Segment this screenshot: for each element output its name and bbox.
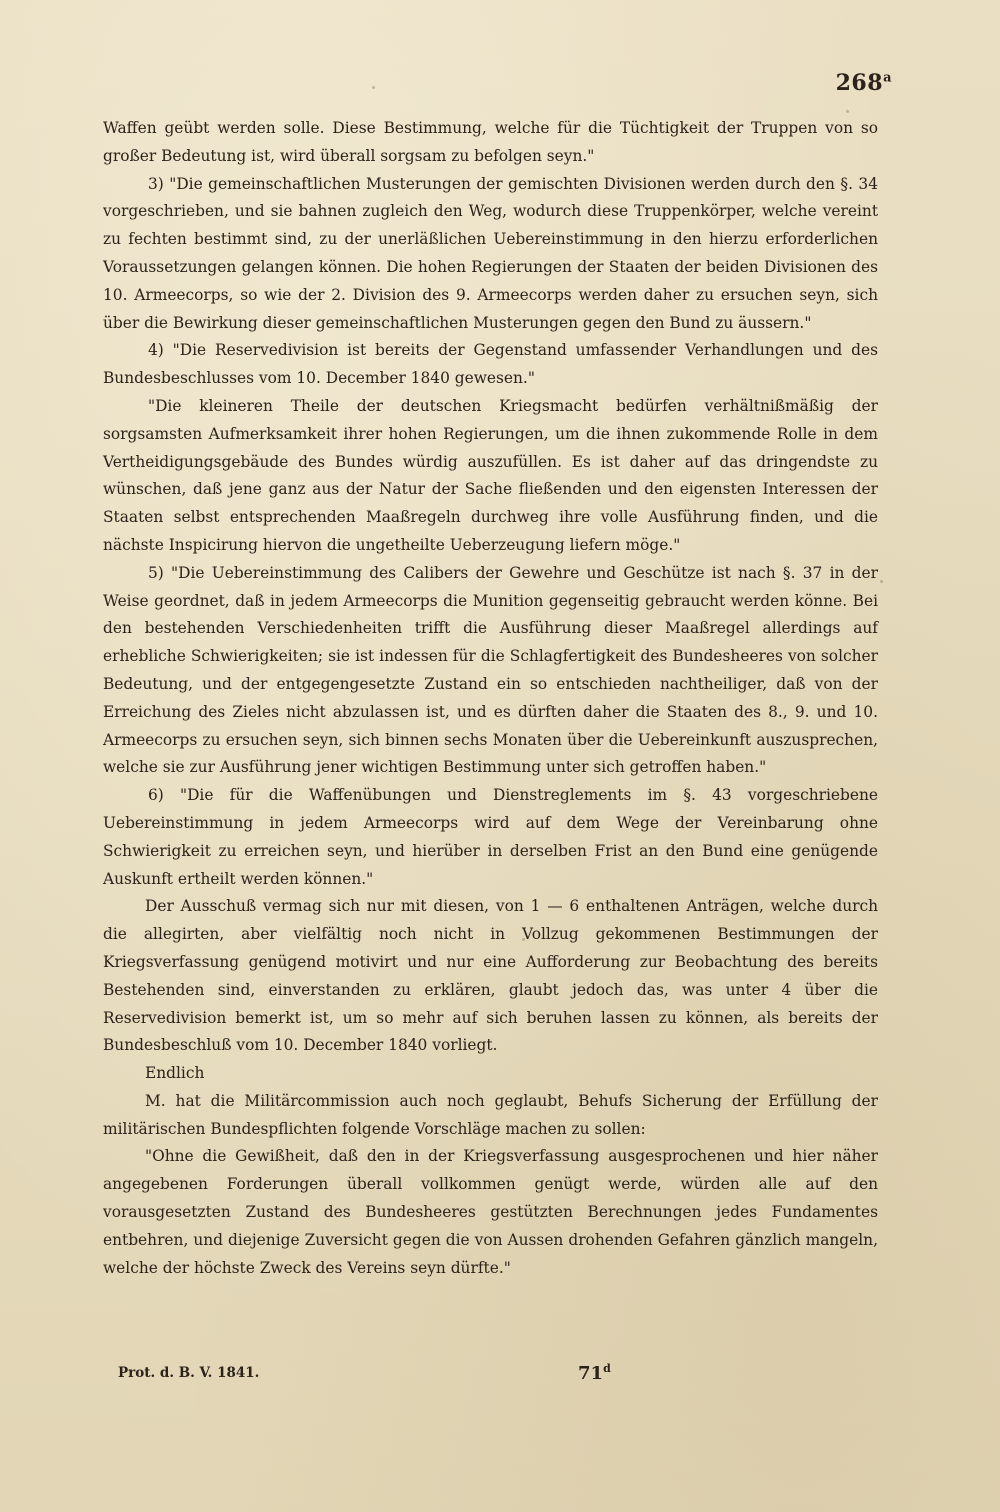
paragraph-item-4-continued: "Die kleineren Theile der deutschen Kriegsmacht bedürfen verhältnißmäßig der sorgsamsten Aufmerksamkeit ihrer hohen Regierungen, um die ihnen zukommende Rolle in dem Vertheidigungsgebäude des Bundes würdig auszufüllen. Es ist daher auf das dringendste zu wünschen, daß jene ganz aus der Natur der Sache fließenden und den eigensten Interessen der Staaten selbst entsprechenden Maaßregeln durchweg ihre volle Ausführung finden, und die nächste Inspicirung hiervon die ungetheilte Ueberzeugung liefern möge." bbox=[103, 396, 878, 554]
footer-protocol-reference: Prot. d. B. V. 1841. bbox=[118, 1365, 260, 1381]
paper-speck bbox=[880, 580, 883, 583]
paper-speck bbox=[372, 86, 375, 89]
page-number bbox=[836, 70, 892, 96]
page-footer bbox=[118, 1362, 858, 1386]
page-number-suffix: a bbox=[883, 70, 892, 86]
paragraph-military-commission: M. hat die Militärcommission auch noch geglaubt, Behufs Sicherung der Erfüllung der militärischen Bundespflichten folgende Vorschläge machen zu sollen: bbox=[103, 1091, 878, 1138]
footer-signature-number: 71 bbox=[578, 1363, 604, 1384]
paper-speck bbox=[846, 110, 849, 113]
footer-signature-suffix: d bbox=[603, 1362, 611, 1375]
paragraph-item-5: 5) "Die Uebereinstimmung des Calibers der Gewehre und Geschütze ist nach §. 37 in der Weise geordnet, daß in jedem Armeecorps die Munition gegenseitig gebraucht werden könne. Bei den bestehenden Verschiedenheiten trifft die Ausführung dieser Maaßregel allerdings auf erhebliche Schwierigkeiten; sie ist indessen für die Schlagfertigkeit des Bundesheeres von solcher Bedeutung, und der entgegengesetzte Zustand ein so entschieden nachtheiliger, daß von der Erreichung des Zieles nicht abzulassen ist, und es dürften daher die Staaten des 8., 9. und 10. Armeecorps zu ersuchen seyn, sich binnen sechs Monaten über die Uebereinkunft auszusprechen, welche sie zur Ausführung jener wichtigen Bestimmung unter sich getroffen haben." bbox=[103, 563, 878, 777]
paragraph-continuation: Waffen geübt werden solle. Diese Bestimmung, welche für die Tüchtigkeit der Truppen von so großer Bedeutung ist, wird überall sorgsam zu befolgen seyn." bbox=[103, 119, 878, 165]
paper-speck bbox=[522, 938, 525, 941]
body-text bbox=[103, 115, 878, 1282]
paragraph-quoted-proposal: "Ohne die Gewißheit, daß den in der Kriegsverfassung ausgesprochenen und hier näher angegebenen Forderungen überall vollkommen genügt werde, würden alle auf den vorausgesetzten Zustand des Bundesheeres gestützten Berechnungen jedes Fundamentes entbehren, und diejenige Zuversicht gegen die von Aussen drohenden Gefahren gänzlich mangeln, welche der höchste Zweck des Vereins seyn dürfte." bbox=[103, 1147, 878, 1277]
page-number-main: 268 bbox=[835, 70, 884, 96]
paragraph-item-3: 3) "Die gemeinschaftlichen Musterungen der gemischten Divisionen werden durch den §. 34 vorgeschrieben, und sie bahnen zugleich den Weg, wodurch diese Truppenkörper, welche vereint zu fechten bestimmt sind, zu der unerläßlichen Uebereinstimmung in den hierzu erforderlichen Voraussetzungen gelangen können. Die hohen Regierungen der Staaten der beiden Divisionen des 10. Armeecorps, so wie der 2. Division des 9. Armeecorps werden daher zu ersuchen seyn, sich über die Bewirkung dieser gemeinschaftlichen Musterungen gegen den Bund zu äussern." bbox=[103, 174, 878, 332]
footer-signature-mark bbox=[578, 1362, 611, 1384]
paragraph-item-4: 4) "Die Reservedivision ist bereits der Gegenstand umfassender Verhandlungen und des Bundesbeschlusses vom 10. December 1840 gewesen." bbox=[103, 341, 878, 388]
paragraph-committee-statement: Der Ausschuß vermag sich nur mit diesen, von 1 — 6 enthaltenen Anträgen, welche durch die allegirten, aber vielfältig noch nicht in Vollzug gekommenen Bestimmungen der Kriegsverfassung genügend motivirt und nur eine Aufforderung zur Beobachtung des bereits Bestehenden sind, einverstanden zu erklären, glaubt jedoch das, was unter 4 über die Reservedivision bemerkt ist, um so mehr auf sich beruhen lassen zu können, als bereits der Bundesbeschluß vom 10. December 1840 vorliegt. bbox=[103, 897, 878, 1055]
paragraph-endlich: Endlich bbox=[145, 1064, 205, 1083]
paragraph-item-6: 6) "Die für die Waffenübungen und Dienstreglements im §. 43 vorgeschriebene Uebereinstimmung in jedem Armeecorps wird auf dem Wege der Vereinbarung ohne Schwierigkeit zu erreichen seyn, und hierüber in derselben Frist an den Bund eine genügende Auskunft ertheilt werden können." bbox=[103, 786, 878, 888]
